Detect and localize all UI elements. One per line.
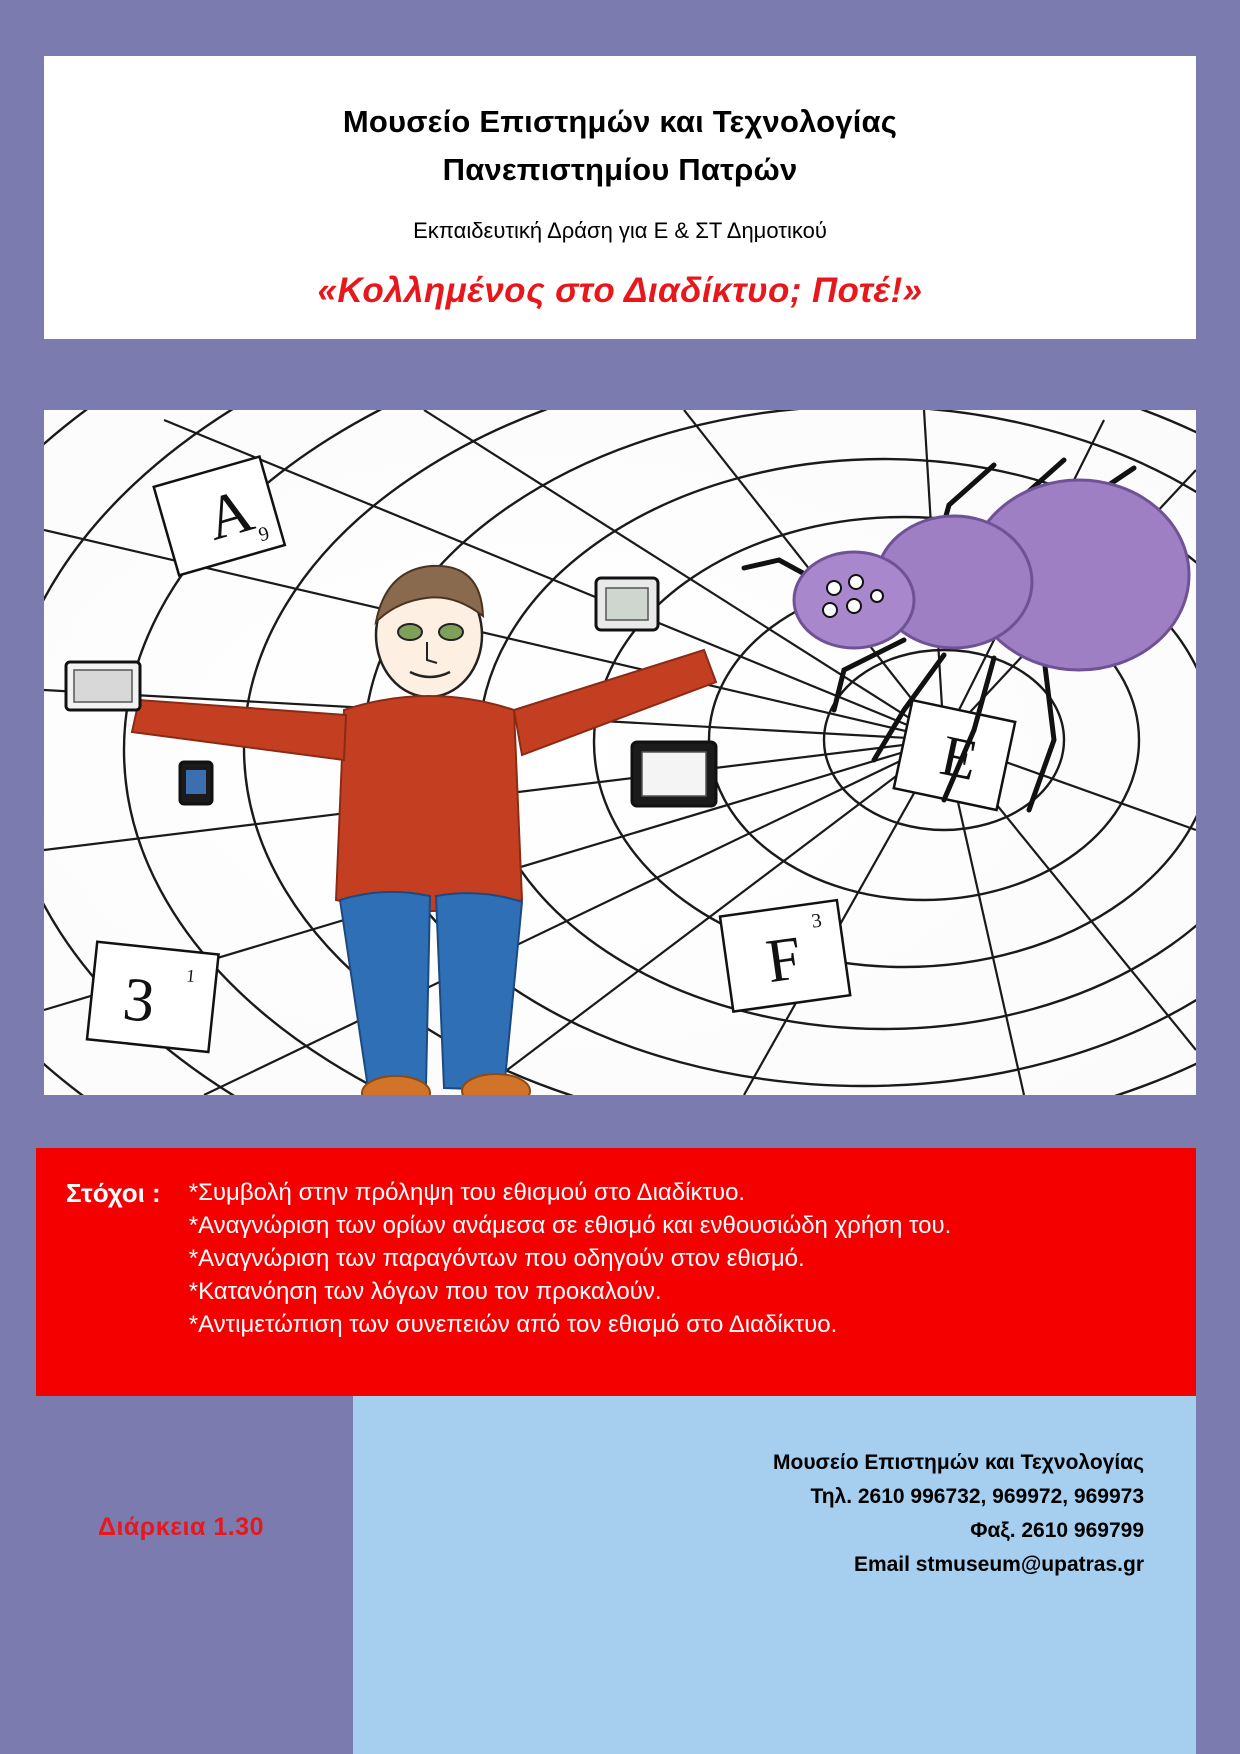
svg-text:F: F [762, 923, 806, 997]
contact-panel [353, 1396, 1196, 1754]
illustration-panel [44, 410, 1196, 1095]
svg-text:A: A [198, 476, 261, 554]
goals-panel [36, 1148, 1196, 1396]
goal-item: *Κατανόηση των λόγων που τον προκαλούν. [188, 1278, 662, 1306]
contact-email: Email stmuseum@upatras.gr [853, 1553, 1144, 1577]
page-title-line-1: Μουσείο Επιστημών και Τεχνολογίας [342, 104, 898, 139]
page-title-line-2: Πανεπιστημίου Πατρών [442, 152, 798, 188]
contact-fax: Φαξ. 2610 969799 [970, 1519, 1144, 1543]
svg-text:E: E [935, 722, 984, 794]
goal-item: *Αντιμετώπιση των συνεπειών από τον εθισμό στο Διαδίκτυο. [188, 1311, 838, 1339]
contact-organization: Μουσείο Επιστημών και Τεχνολογίας [773, 1451, 1144, 1474]
goals-list [189, 1176, 1166, 1342]
goals-label: Στόχοι : [66, 1178, 161, 1208]
goal-item: *Αναγνώριση των ορίων ανάμεσα σε εθισμό και ενθουσιώδη χρήση του. [188, 1212, 952, 1240]
svg-text:9: 9 [256, 522, 272, 547]
svg-text:3: 3 [810, 909, 824, 933]
contact-phone: Τηλ. 2610 996732, 969972, 969973 [810, 1485, 1144, 1509]
program-title: «Κολλημένος στο Διαδίκτυο; Ποτέ!» [317, 270, 923, 310]
page-subtitle: Εκπαιδευτική Δράση για Ε & ΣΤ Δημοτικού [413, 218, 827, 244]
svg-text:3: 3 [119, 965, 158, 1036]
goal-item: *Αναγνώριση των παραγόντων που οδηγούν στον εθισμό. [188, 1245, 805, 1273]
header-panel [44, 56, 1196, 339]
svg-text:1: 1 [185, 965, 197, 987]
duration-label: Διάρκεια 1.30 [98, 1513, 264, 1541]
child-in-spiderweb-drawing [44, 410, 1196, 1095]
goal-item: *Συμβολή στην πρόληψη του εθισμού στο Διαδίκτυο. [188, 1179, 746, 1206]
